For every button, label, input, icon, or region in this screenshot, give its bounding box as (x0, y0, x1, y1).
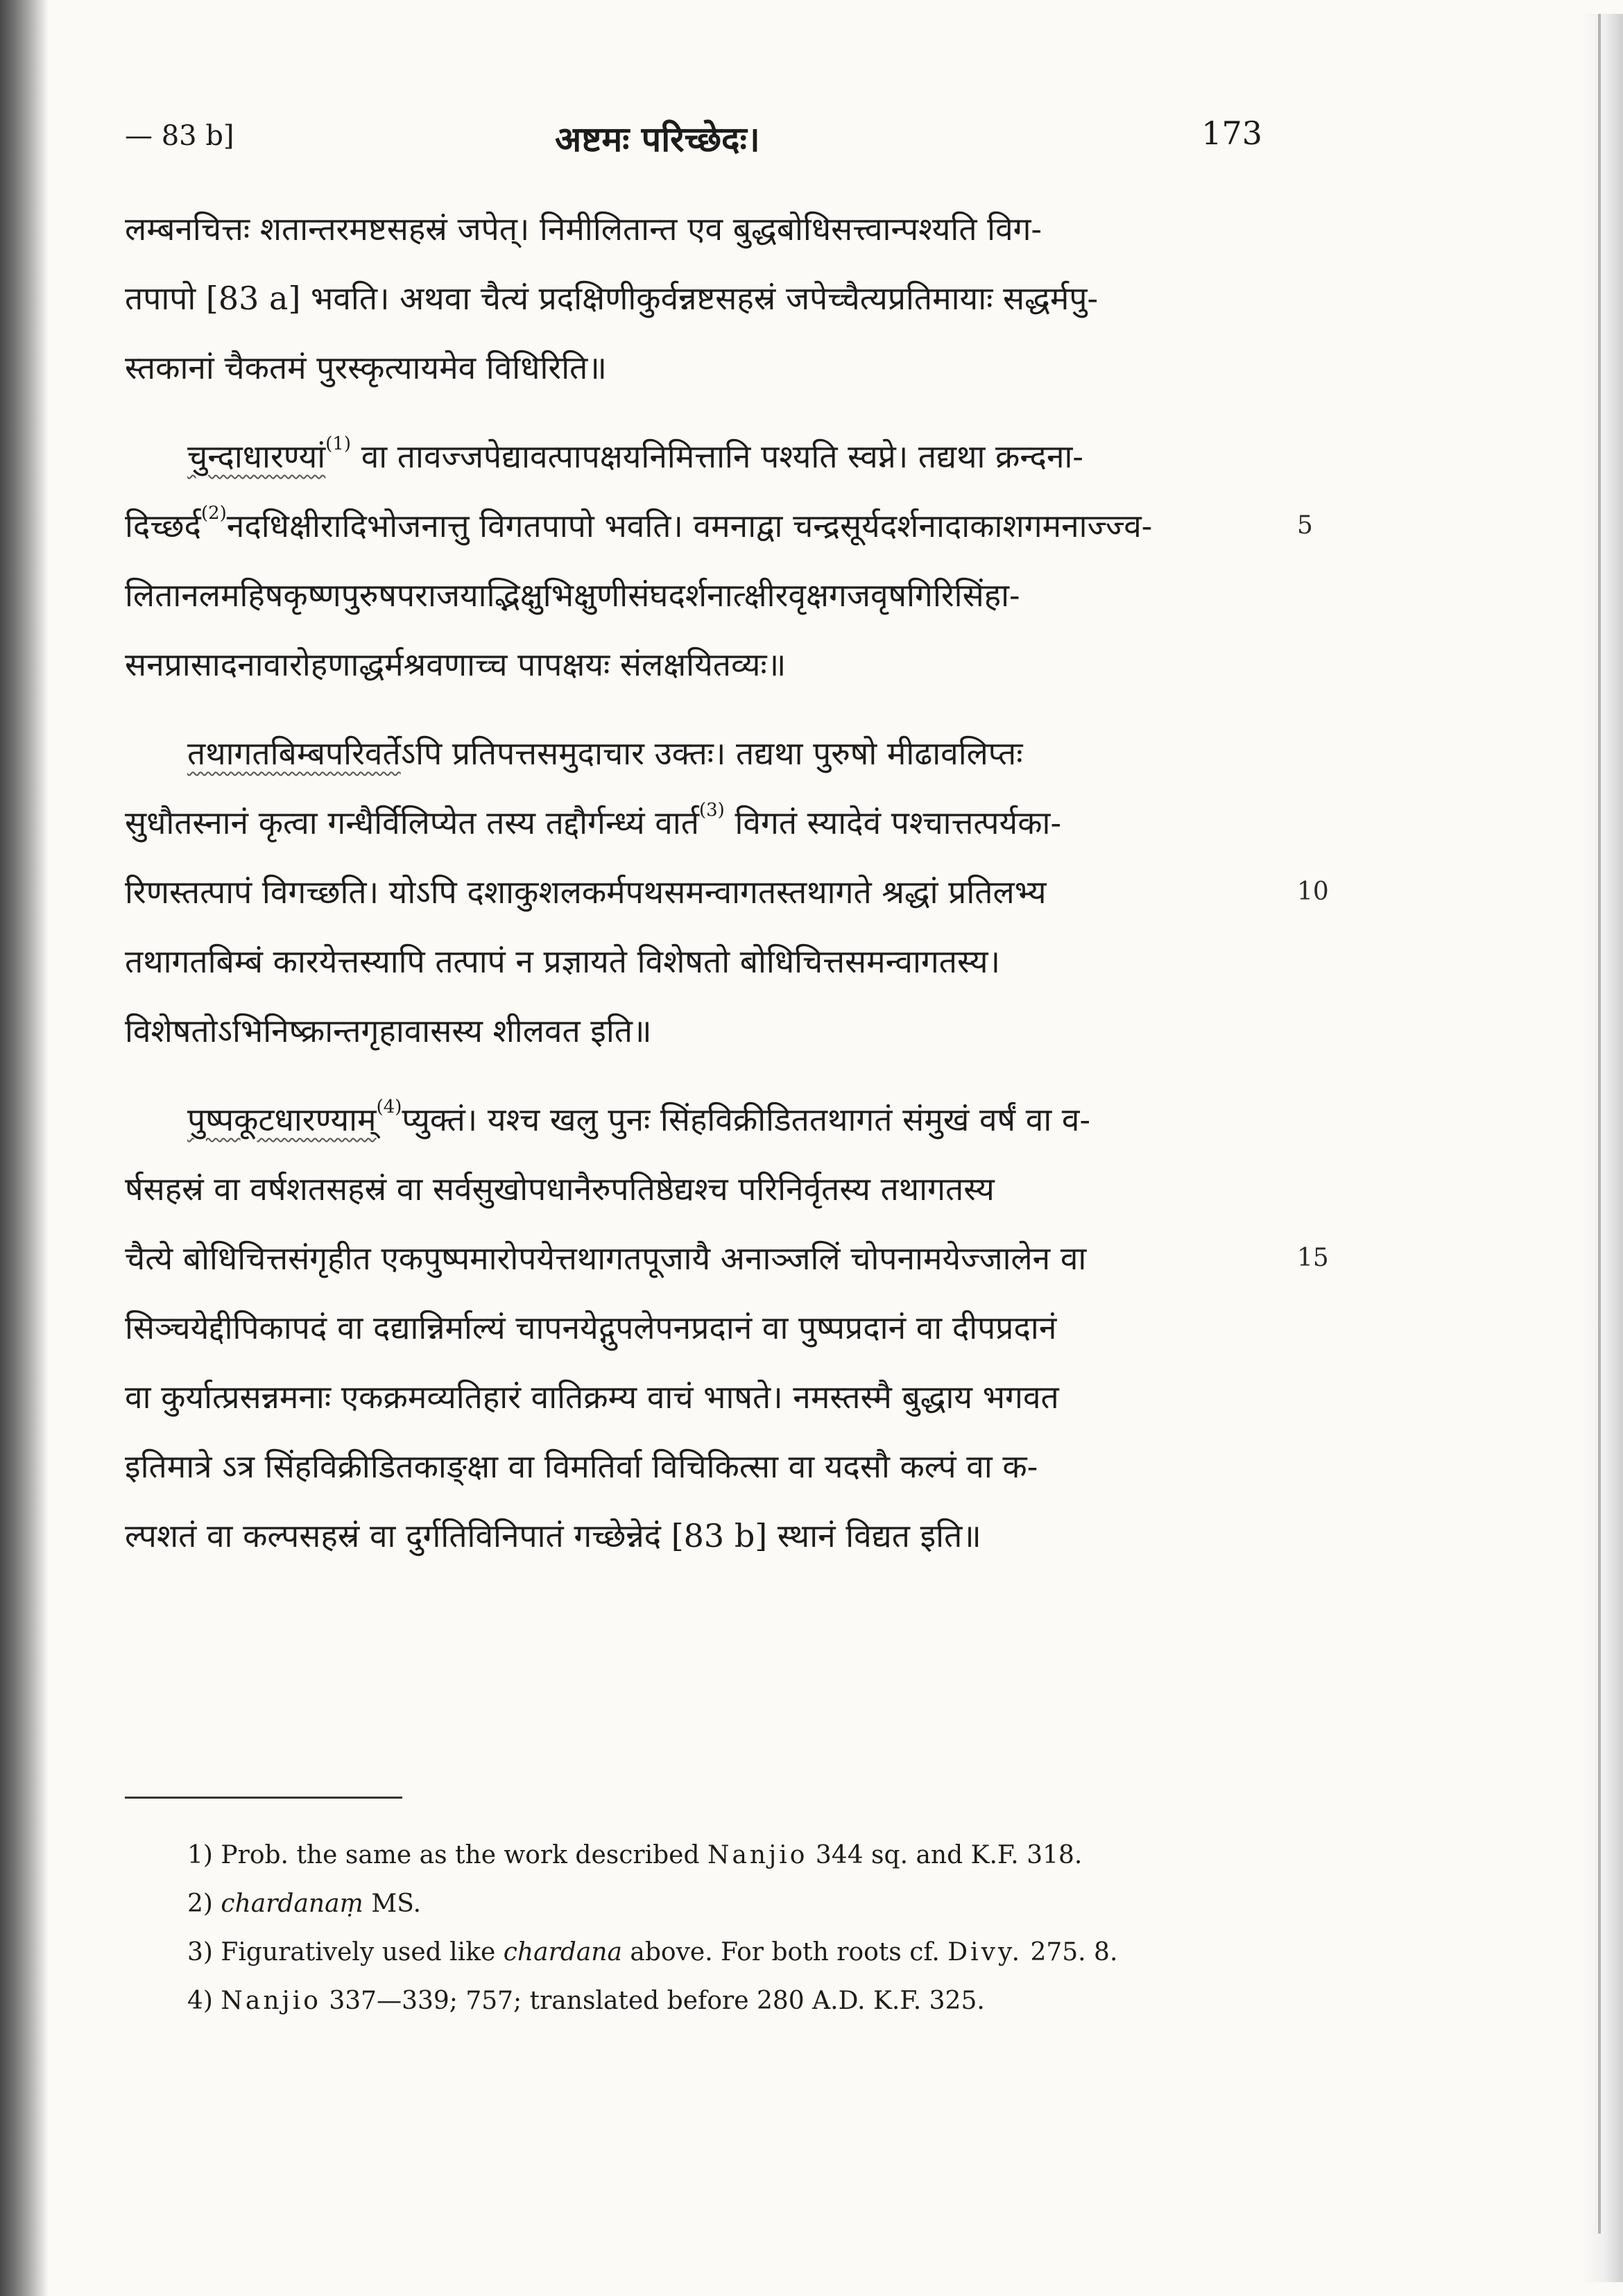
line-text: ऽपि प्रतिपत्तसमुदाचार उक्तः। तद्यथा पुरुषो मीढावलिप्तः (400, 735, 1023, 772)
page-header (125, 114, 1262, 163)
line-text: लितानलमहिषकृष्णपुरुषपराजयाद्भिक्षुभिक्षुणीसंघदर्शनात्क्षीरवृक्षगजवृषगिरिसिंहा- (125, 576, 1020, 614)
paragraph (125, 422, 1313, 699)
text-line (125, 719, 1290, 788)
line-text: तथागतबिम्बं कारयेत्तस्यापि तत्पापं न प्रज्ञायते विशेषतो बोधिचित्तसमन्वागतस्य। (125, 943, 1001, 980)
footnote-number: 1) (187, 1841, 213, 1869)
line-text: विशेषतोऽभिनिष्क्रान्तगृहावासस्य शीलवत इति॥ (125, 1012, 652, 1050)
footnote-marker: (2) (200, 503, 227, 524)
cited-title: पुष्पकूटधारण्याम् (187, 1101, 377, 1138)
footnote-text: Nanjio (221, 1987, 321, 2015)
line-text: चैत्ये बोधिचित्तसंगृहीत एकपुष्पमारोपयेत्तथागतपूजायै अनाञ्जलिं चोपनामयेज्जालेन वा (125, 1240, 1087, 1277)
footnote-marker: (4) (376, 1097, 402, 1117)
scan-edge-line (1598, 14, 1601, 2234)
line-text: रिणस्तत्पापं विगच्छति। योऽपि दशाकुशलकर्मपथसमन्वागतस्तथागते श्रद्धां प्रतिलभ्य (125, 873, 1047, 911)
text-line (125, 1501, 1290, 1570)
text-line (125, 194, 1290, 264)
line-text: नदधिक्षीरादिभोजनात्तु विगतपापो भवति। वमनाद्वा चन्द्रसूर्यदर्शनादाकाशगमनाज्ज्व- (226, 507, 1153, 545)
line-text: वा कुर्यात्प्रसन्नमनाः एकक्रमव्यतिहारं वातिक्रम्य वाचं भाषते। नमस्तस्मै बुद्धाय भगवत (125, 1378, 1059, 1416)
text-line (125, 1362, 1290, 1432)
footnote-text: MS. (363, 1890, 422, 1918)
paragraph (125, 194, 1290, 402)
text-line (125, 996, 1290, 1065)
line-text: सिञ्चयेद्दीपिकापदं वा दद्यान्निर्माल्यं चापनयेद्गुपलेपनप्रदानं वा पुष्पप्रदानं वा दीपप्रदानं (125, 1309, 1057, 1346)
line-text: र्षसहस्रं वा वर्षशतसहस्रं वा सर्वसुखोपधानैरुपतिष्ठेद्यश्च परिनिर्वृतस्य तथागतस्य (125, 1170, 995, 1208)
footnote (187, 1880, 1228, 1928)
text-line (125, 927, 1290, 996)
text-line (125, 1432, 1290, 1501)
paragraph (125, 719, 1329, 1065)
footnote (187, 1831, 1228, 1880)
text-line (125, 630, 1290, 699)
text-line (125, 788, 1290, 857)
line-text: सनप्रासादनावारोहणाद्धर्मश्रवणाच्च पापक्षयः संलक्षयितव्यः॥ (125, 646, 787, 683)
line-text: वा तावज्जपेद्यावत्पापक्षयनिमित्तानि पश्यति स्वप्ने। तद्यथा क्रन्दना- (351, 438, 1083, 475)
line-text: दिच्छर्द (125, 507, 201, 545)
footnote-text: 344 sq. and K.F. 318. (807, 1841, 1083, 1869)
line-text: विगतं स्यादेवं पश्चात्तत्पर्यका- (724, 804, 1062, 841)
text-line (125, 264, 1290, 333)
paragraph (125, 1085, 1329, 1570)
footnote (187, 1977, 1228, 2025)
line-number: 15 (1297, 1244, 1329, 1272)
footnote-text: chardana (503, 1938, 622, 1967)
cited-title: चुन्दाधारण्यां (187, 438, 326, 475)
line-text: सुधौतस्नानं कृत्वा गन्धैर्विलिप्येत तस्य तद्दौर्गन्ध्यं वार्त (125, 804, 699, 841)
line-text: इतिमात्रे ऽत्र सिंहविक्रीडितकाङ्क्षा वा विमतिर्वा विचिकित्सा वा यदसौ कल्पं वा क- (125, 1448, 1038, 1485)
footnote-text: Nanjio (707, 1841, 808, 1869)
line-text: लम्बनचित्तः शतान्तरमष्टसहस्रं जपेत्। निमीलितान्त एव बुद्धबोधिसत्त्वान्पश्यति विग- (125, 210, 1042, 248)
header-folio-ref: — 83 b] (125, 120, 234, 152)
text-line (125, 1085, 1290, 1154)
footnote-text: chardanaṃ (221, 1890, 363, 1918)
line-text: ल्पशतं वा कल्पसहस्रं वा दुर्गतिविनिपातं गच्छेन्नेदं [83 b] स्थानं विद्यत इति॥ (125, 1517, 981, 1554)
line-text: तपापो [83 a] भवति। अथवा चैत्यं प्रदक्षिणीकुर्वन्नष्टसहस्रं जपेच्चैत्यप्रतिमायाः सद्धर्मपु- (125, 280, 1099, 317)
footnote-text: 275. 8. (1022, 1938, 1118, 1967)
text-line (125, 333, 1290, 402)
text-line (125, 1293, 1290, 1362)
line-text: स्तकानां चैकतमं पुरस्कृत्यायमेव विधिरिति॥ (125, 349, 607, 386)
footnote-rule (125, 1797, 402, 1799)
text-line (125, 1154, 1290, 1224)
text-line (125, 857, 1329, 927)
footnote-text: 337—339; 757; translated before 280 A.D. K.F. 325. (320, 1987, 985, 2015)
line-number: 10 (1297, 877, 1329, 906)
footnotes (187, 1831, 1228, 2025)
scan-shadow-right (1581, 14, 1623, 2282)
footnote-marker: (3) (698, 800, 725, 821)
page-number: 173 (1201, 114, 1262, 152)
line-number: 5 (1297, 511, 1313, 540)
footnote-number: 3) (187, 1938, 213, 1967)
cited-title: तथागतबिम्बपरिवर्ते (187, 735, 401, 772)
footnote-text: Figuratively used like (221, 1938, 504, 1967)
running-title: अष्टमः परिच्छेदः। (555, 119, 760, 160)
footnote-text: above. For both roots cf. (621, 1938, 948, 1967)
footnote-text: Prob. the same as the work described (221, 1841, 707, 1869)
footnote-number: 4) (187, 1987, 213, 2015)
footnote-marker: (1) (325, 434, 352, 454)
text-line (125, 491, 1313, 560)
line-text: प्युक्तं। यश्च खलु पुनः सिंहविक्रीडिततथागतं संमुखं वर्षं वा व- (402, 1101, 1090, 1138)
footnote-number: 2) (187, 1890, 213, 1918)
main-text (125, 194, 1329, 1570)
text-line (125, 560, 1290, 630)
text-line (125, 1224, 1329, 1293)
scan-shadow-left (0, 0, 49, 2296)
footnote-text: Divy. (947, 1938, 1023, 1967)
text-line (125, 422, 1290, 491)
footnote (187, 1928, 1228, 1977)
